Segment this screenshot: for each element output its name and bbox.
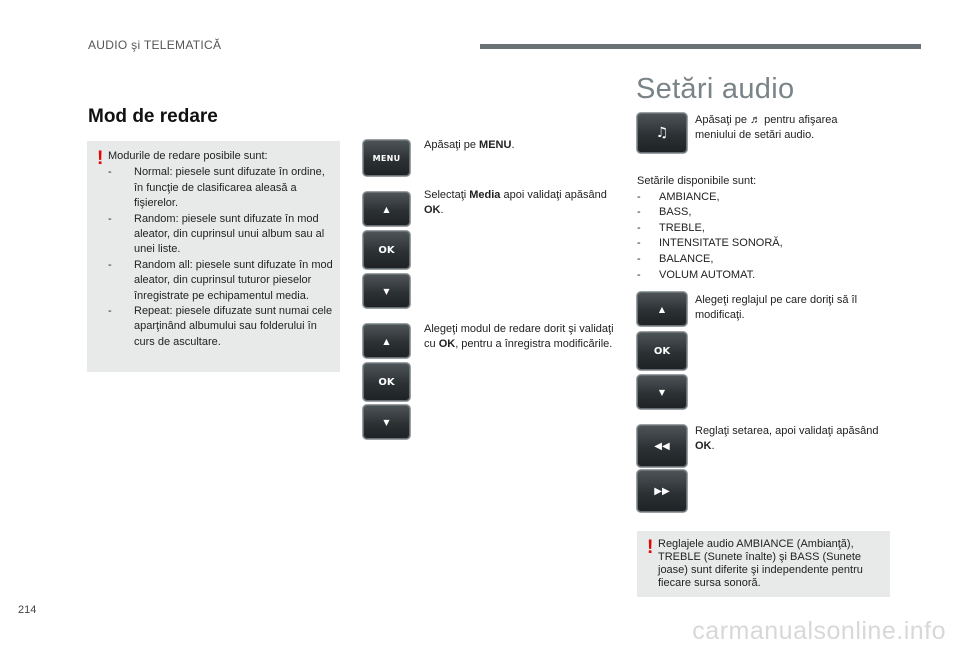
list-item: - Normal: piesele sunt difuzate în ordine, în funcţie de clasificarea aleasă a fişierelor.	[108, 166, 325, 210]
playback-modes-list	[108, 165, 336, 350]
audio-settings-title: Setări audio	[636, 73, 795, 105]
list-item: - Repeat: piesele difuzate sunt numai cele aparţinând albumului sau folderului în curs de ascultare.	[108, 305, 333, 348]
ok-button[interactable]: OK	[363, 363, 410, 401]
audio-settings-note	[637, 531, 890, 597]
step-choose-setting: Alegeţi reglajul pe care doriţi să îl modificaţi.	[695, 294, 858, 322]
watermark: carmanualsonline.info	[692, 617, 946, 645]
section-header: AUDIO şi TELEMATICĂ	[88, 38, 222, 52]
step-adjust-setting: Reglaţi setarea, apoi validaţi apăsând OK.	[695, 425, 879, 453]
page-number: 214	[18, 604, 37, 616]
up-arrow-button[interactable]	[363, 324, 410, 358]
down-arrow-button[interactable]	[637, 375, 687, 409]
music-note-icon: ♬	[750, 114, 762, 126]
up-arrow-icon: ▲	[383, 336, 390, 346]
up-arrow-icon: ▲	[383, 204, 390, 214]
rewind-button[interactable]	[637, 425, 687, 467]
list-item: - AMBIANCE,	[637, 190, 720, 203]
down-arrow-icon: ▼	[383, 417, 390, 427]
playback-modes-intro: Modurile de redare posibile sunt:	[108, 150, 268, 162]
list-item: - Random: piesele sunt difuzate în mod aleator, din cuprinsul unui album sau al unei liste.	[108, 212, 325, 256]
settings-list	[637, 190, 887, 284]
down-arrow-icon: ▼	[383, 286, 390, 296]
list-item: - BASS,	[637, 206, 692, 219]
step-press-audio: Apăsaţi pe ♬ pentru afişarea meniului de setări audio.	[695, 114, 838, 142]
list-item: - TREBLE,	[637, 221, 705, 234]
playback-mode-title: Mod de redare	[88, 106, 218, 127]
playback-modes-note	[87, 141, 340, 372]
warning-icon: !	[647, 537, 654, 558]
list-item: - BALANCE,	[637, 252, 714, 265]
audio-note-text: Reglajele audio AMBIANCE (Ambianţă), TREBLE (Sunete înalte) şi BASS (Sunete joase) sunt diferite şi independente pentru fiecare sursa sonoră.	[658, 538, 863, 589]
header-bar	[480, 44, 921, 49]
rewind-icon: ◀◀	[654, 440, 670, 452]
fast-forward-icon: ▶▶	[654, 485, 670, 497]
menu-button[interactable]: MENU	[363, 140, 410, 176]
up-arrow-button[interactable]	[363, 192, 410, 226]
warning-icon: !	[97, 148, 104, 169]
ok-button[interactable]: OK	[363, 231, 410, 269]
ok-button[interactable]: OK	[637, 332, 687, 370]
playback-modes-text	[108, 149, 336, 350]
step-choose-mode: Alegeţi modul de redare dorit şi validaţi cu OK, pentru a înregistra modificările.	[424, 323, 614, 351]
available-settings	[637, 174, 887, 283]
list-item: - Random all: piesele sunt difuzate în mod aleator, din cuprinsul tuturor pieselor înregistrate pe echipamentul media.	[108, 258, 333, 302]
fast-forward-button[interactable]	[637, 470, 687, 512]
audio-settings-button[interactable]	[637, 113, 687, 153]
list-item: - INTENSITATE SONORĂ,	[637, 237, 783, 250]
step-select-media: Selectaţi Media apoi validaţi apăsând OK.	[424, 189, 607, 217]
step-press-menu: Apăsaţi pe MENU.	[424, 139, 515, 151]
music-note-icon: ♫	[655, 125, 669, 141]
settings-intro: Setările disponibile sunt:	[637, 175, 757, 187]
up-arrow-button[interactable]	[637, 292, 687, 326]
down-arrow-button[interactable]	[363, 274, 410, 308]
list-item: - VOLUM AUTOMAT.	[637, 268, 756, 281]
down-arrow-icon: ▼	[658, 387, 666, 397]
down-arrow-button[interactable]	[363, 405, 410, 439]
up-arrow-icon: ▲	[658, 304, 666, 314]
